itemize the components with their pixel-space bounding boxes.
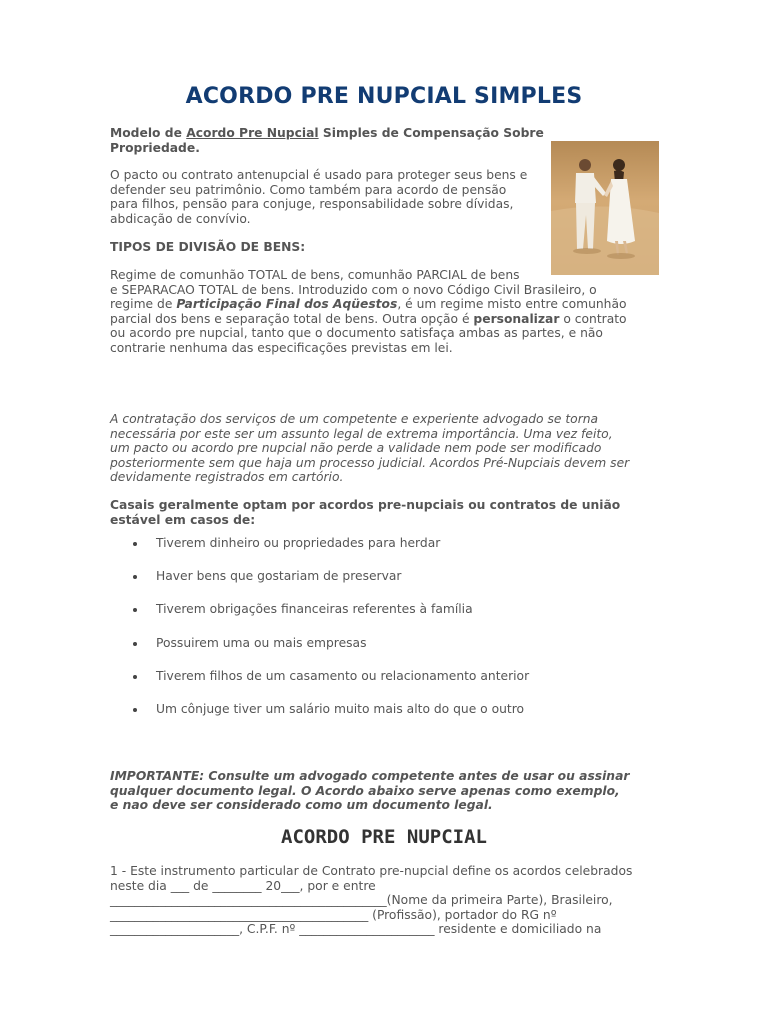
text-line: ou acordo pre nupcial, tanto que o documento satisfaça ambas as partes, e não bbox=[110, 326, 603, 341]
intro-line2: Propriedade. bbox=[110, 140, 200, 155]
text-line: __________________________________________ (Profissão), portador do RG nº bbox=[110, 907, 557, 922]
text-line: 1 - Este instrumento particular de Contrato pre-nupcial define os acordos celebrados bbox=[110, 864, 633, 878]
text-line: o contrato bbox=[559, 311, 627, 326]
text-line: _____________________, C.P.F. nº ______________________ residente e domiciliado na bbox=[110, 922, 602, 937]
text-line: estável em casos de: bbox=[110, 512, 256, 527]
advogado-paragraph bbox=[110, 412, 670, 485]
list-item: Um cônjuge tiver um salário muito mais alto do que o outro bbox=[110, 702, 660, 735]
bold-text: personalizar bbox=[473, 311, 560, 326]
emphasis-text: Participação Final dos Aqüestos bbox=[176, 297, 398, 312]
cases-list bbox=[110, 536, 660, 735]
text-line: defender seu patrimônio. Como também para acordo de pensão bbox=[110, 182, 507, 197]
text-line: qualquer documento legal. O Acordo abaixo serve apenas como exemplo, bbox=[110, 783, 620, 798]
list-item: Tiverem obrigações financeiras referentes à família bbox=[110, 602, 660, 635]
list-item: Tiverem dinheiro ou propriedades para herdar bbox=[110, 536, 660, 569]
contract-paragraph bbox=[110, 864, 670, 937]
text-line: e SEPARACAO TOTAL de bens. Introduzido com o novo Código Civil Brasileiro, o bbox=[110, 282, 597, 297]
acordo-link[interactable]: Acordo Pre Nupcial bbox=[186, 126, 319, 140]
text-line: neste dia ___ de ________ 20___, por e entre bbox=[110, 878, 376, 893]
important-note bbox=[110, 769, 670, 813]
text-line: regime de bbox=[110, 297, 177, 312]
text-line: um pacto ou acordo pre nupcial não perde a validade nem pode ser modificado bbox=[110, 441, 602, 456]
text-line: Consulte um advogado competente antes de usar ou assinar bbox=[204, 769, 630, 783]
intro-rest: Simples de Compensação Sobre bbox=[318, 126, 544, 140]
text-line: para filhos, pensão para conjuge, responsabilidade sobre dívidas, bbox=[110, 197, 514, 212]
text-line: e nao deve ser considerado como um documento legal. bbox=[110, 798, 493, 813]
text-line: devidamente registrados em cartório. bbox=[110, 470, 344, 485]
regimes-paragraph bbox=[110, 268, 670, 356]
text-line: , é um regime misto entre comunhão bbox=[397, 297, 627, 312]
list-item: Haver bens que gostariam de preservar bbox=[110, 569, 660, 602]
intro-prefix: Modelo de bbox=[110, 126, 187, 140]
text-line: parcial dos bens e separação total de bens. Outra opção é bbox=[110, 311, 474, 326]
text-line: Regime de comunhão TOTAL de bens, comunhão PARCIAL de bens bbox=[110, 268, 520, 282]
list-item: Possuirem uma ou mais empresas bbox=[110, 636, 660, 669]
casais-heading bbox=[110, 498, 660, 527]
text-line: contrarie nenhuma das especificações previstas em lei. bbox=[110, 340, 453, 355]
list-item: Tiverem filhos de um casamento ou relacionamento anterior bbox=[110, 669, 660, 702]
description-paragraph bbox=[110, 168, 660, 226]
text-line: O pacto ou contrato antenupcial é usado para proteger seus bens e bbox=[110, 168, 528, 182]
important-label: IMPORTANTE: bbox=[110, 769, 205, 783]
tipos-heading: TIPOS DE DIVISÃO DE BENS: bbox=[110, 240, 306, 254]
contract-title: ACORDO PRE NUPCIAL bbox=[281, 826, 487, 848]
text-line: _____________________________________________(Nome da primeira Parte), Brasileiro, bbox=[110, 893, 613, 908]
text-line: necessária por este ser um assunto legal de extrema importância. Uma vez feito, bbox=[110, 426, 613, 441]
text-line: Casais geralmente optam por acordos pre-nupciais ou contratos de união bbox=[110, 498, 621, 512]
text-line: abdicação de convívio. bbox=[110, 211, 251, 226]
page-title: ACORDO PRE NUPCIAL SIMPLES bbox=[185, 84, 583, 109]
text-line: A contratação dos serviços de um competente e experiente advogado se torna bbox=[110, 412, 599, 426]
text-line: posteriormente sem que haja um processo judicial. Acordos Pré-Nupciais devem ser bbox=[110, 455, 630, 470]
